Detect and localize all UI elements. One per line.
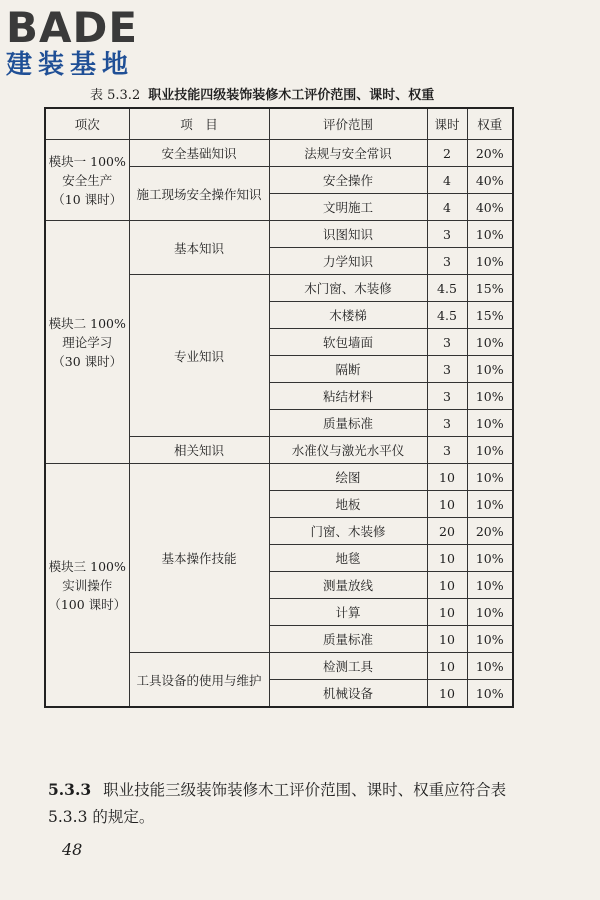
logo [6,3,196,80]
hours-cell: 3 [427,383,467,410]
module-label-line: 实训操作 [62,577,113,593]
hours-cell: 4 [427,167,467,194]
item-cell: 基本操作技能 [129,464,269,653]
page-number: 48 [62,840,83,859]
weight-cell: 40% [467,194,513,221]
scope-cell: 软包墙面 [269,329,427,356]
weight-cell: 10% [467,410,513,437]
module-label-line: 模块三 100% [48,558,126,574]
hours-cell: 3 [427,248,467,275]
header-item-no: 项次 [45,108,129,140]
scope-cell: 安全操作 [269,167,427,194]
hours-cell: 3 [427,410,467,437]
module-label-line: 理论学习 [62,334,113,350]
scope-cell: 门窗、木装修 [269,518,427,545]
scope-cell: 木门窗、木装修 [269,275,427,302]
weight-cell: 10% [467,491,513,518]
hours-cell: 10 [427,653,467,680]
weight-cell: 10% [467,221,513,248]
weight-cell: 10% [467,248,513,275]
table-row [45,140,513,167]
scope-cell: 计算 [269,599,427,626]
module-label-line: 模块一 100% [48,153,126,169]
item-cell: 相关知识 [129,437,269,464]
scope-cell: 绘图 [269,464,427,491]
hours-cell: 20 [427,518,467,545]
header-item: 项 目 [129,108,269,140]
logo-subtitle: 建装基地 [6,50,135,80]
weight-cell: 10% [467,653,513,680]
weight-cell: 10% [467,437,513,464]
hours-cell: 3 [427,221,467,248]
weight-cell: 10% [467,626,513,653]
hours-cell: 3 [427,356,467,383]
weight-cell: 10% [467,329,513,356]
hours-cell: 2 [427,140,467,167]
scope-cell: 文明施工 [269,194,427,221]
item-cell: 专业知识 [129,275,269,437]
table-body [45,140,513,708]
item-cell: 基本知识 [129,221,269,275]
item-cell: 施工现场安全操作知识 [129,167,269,221]
hours-cell: 10 [427,626,467,653]
table-caption [90,84,550,103]
hours-cell: 3 [427,329,467,356]
module-cell [45,140,129,221]
hours-cell: 10 [427,464,467,491]
module-label-line: （30 课时） [52,353,123,369]
scope-cell: 地板 [269,491,427,518]
hours-cell: 10 [427,545,467,572]
scope-cell: 测量放线 [269,572,427,599]
table-header-row [45,108,513,140]
weight-cell: 10% [467,680,513,708]
section-paragraph [48,776,548,831]
header-scope: 评价范围 [269,108,427,140]
hours-cell: 4 [427,194,467,221]
item-cell: 安全基础知识 [129,140,269,167]
evaluation-table [44,107,514,708]
hours-cell: 10 [427,491,467,518]
table-number: 表 5.3.2 [90,88,141,103]
module-label-line: 模块二 100% [48,315,126,331]
weight-cell: 10% [467,545,513,572]
section-number: 5.3.3 [48,780,92,799]
scope-cell: 粘结材料 [269,383,427,410]
scope-cell: 隔断 [269,356,427,383]
weight-cell: 15% [467,302,513,329]
weight-cell: 15% [467,275,513,302]
weight-cell: 20% [467,140,513,167]
table-title: 职业技能四级装饰装修木工评价范围、课时、权重 [148,88,435,103]
module-cell [45,221,129,464]
hours-cell: 10 [427,572,467,599]
module-label-line: （10 课时） [52,191,123,207]
weight-cell: 10% [467,383,513,410]
hours-cell: 3 [427,437,467,464]
scope-cell: 木楼梯 [269,302,427,329]
table-row [45,221,513,248]
weight-cell: 10% [467,572,513,599]
logo-wordmark: BADE [6,3,139,52]
hours-cell: 4.5 [427,302,467,329]
weight-cell: 10% [467,356,513,383]
scope-cell: 质量标准 [269,410,427,437]
scope-cell: 质量标准 [269,626,427,653]
scope-cell: 机械设备 [269,680,427,708]
module-label-line: （100 课时） [48,596,127,612]
weight-cell: 10% [467,599,513,626]
hours-cell: 4.5 [427,275,467,302]
weight-cell: 20% [467,518,513,545]
scope-cell: 地毯 [269,545,427,572]
section-text: 职业技能三级装饰装修木工评价范围、课时、权重应符合表 5.3.3 的规定。 [48,781,507,826]
scope-cell: 检测工具 [269,653,427,680]
weight-cell: 40% [467,167,513,194]
header-weight: 权重 [467,108,513,140]
scope-cell: 识图知识 [269,221,427,248]
header-hours: 课时 [427,108,467,140]
module-label-line: 安全生产 [62,172,113,188]
module-cell [45,464,129,708]
item-cell: 工具设备的使用与维护 [129,653,269,708]
scope-cell: 法规与安全常识 [269,140,427,167]
scope-cell: 力学知识 [269,248,427,275]
scope-cell: 水准仪与激光水平仪 [269,437,427,464]
hours-cell: 10 [427,680,467,708]
weight-cell: 10% [467,464,513,491]
hours-cell: 10 [427,599,467,626]
table-row [45,464,513,491]
